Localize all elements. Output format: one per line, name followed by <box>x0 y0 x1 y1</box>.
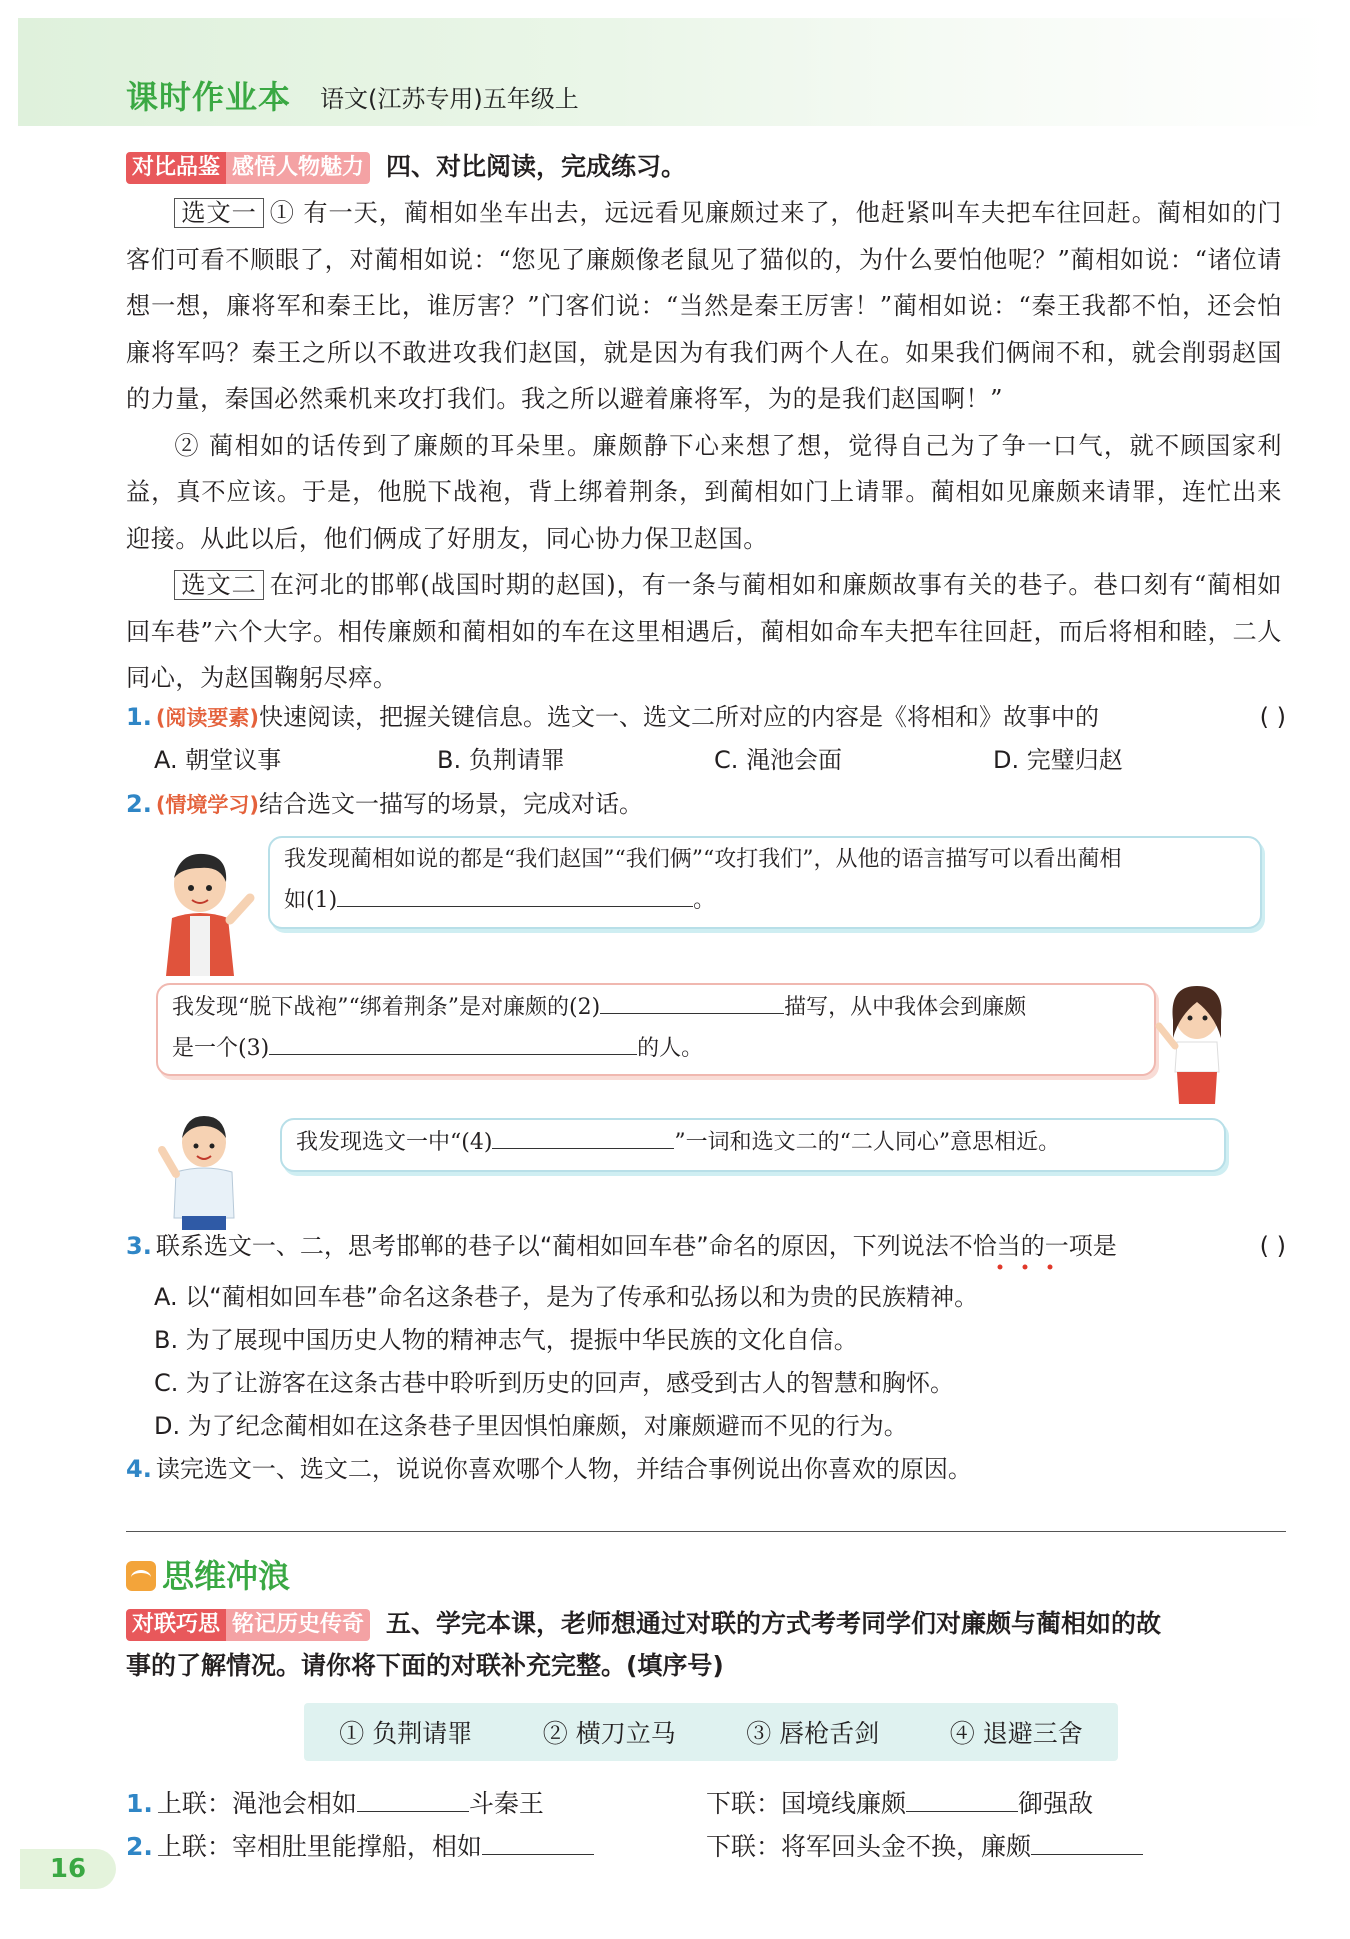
bubble1-prefix: 如(1) <box>284 888 338 913</box>
section5-tag <box>126 1609 370 1641</box>
q3-option-d[interactable]: D. 为了纪念蔺相如在这条巷子里因惧怕廉颇，对廉颇避而不见的行为。 <box>154 1412 908 1440</box>
q2-number: 2. <box>126 790 152 818</box>
q1-text: 快速阅读，把握关键信息。选文一、选文二所对应的内容是《将相和》故事中的 <box>259 703 1100 731</box>
passage2-paragraph <box>126 562 1282 702</box>
q1-tag: (阅读要素) <box>155 706 260 730</box>
q3-option-b[interactable]: B. 为了展现中国历史人物的精神志气，提振中华民族的文化自信。 <box>154 1326 858 1354</box>
bubble2-line2 <box>172 1028 1140 1069</box>
passage1-paragraph2: ② 蔺相如的话传到了廉颇的耳朵里。廉颇静下心来想了想，觉得自己为了争一口气，就不顾国家利益，真不应该。于是，他脱下战袍，背上绑着荆条，到蔺相如门上请罪。蔺相如见廉颇来请罪，连忙出来迎接。从此以后，他们俩成了好朋友，同心协力保卫赵国。 <box>126 431 1282 553</box>
thinking-wave-label: 思维冲浪 <box>162 1557 291 1595</box>
bubble2-suffix: 描写，从中我体会到廉颇 <box>784 995 1027 1020</box>
question-1 <box>126 699 1286 736</box>
q1-answer-paren[interactable]: ( ) <box>1259 703 1286 731</box>
tag-left: 对联巧思 <box>126 1609 226 1641</box>
couplet-1-upper-a: 上联：渑池会相如 <box>156 1789 357 1818</box>
q1-option-c[interactable]: C. 渑池会面 <box>714 746 843 774</box>
boy-shirt-figure <box>156 1110 252 1230</box>
couplet-option-1: ① 负荆请罪 <box>339 1719 473 1748</box>
couplet-2-upper-blank[interactable] <box>482 1828 594 1855</box>
passage1-text: ① 有一天，蔺相如坐车出去，远远看见廉颇过来了，他赶紧叫车夫把车往回赶。蔺相如的门客们可看不顺眼了，对蔺相如说：“您见了廉颇像老鼠见了猫似的，为什么要怕他呢？”蔺相如说：“诸位请想一想，廉将军和秦王比，谁厉害？”门客们说：“当然是秦王厉害！”蔺相如说：“秦王我都不怕，还会怕廉将军吗？秦王之所以不敢进攻我们赵国，就是因为有我们两个人在。如果我们俩闹不和，就会削弱赵国的力量，秦国必然乘机来攻打我们。我之所以避着廉将军，为的是我们赵国啊！” <box>126 199 1282 413</box>
couplet-2-upper <box>126 1828 594 1865</box>
q3-option-a[interactable]: A. 以“蔺相如回车巷”命名这条巷子，是为了传承和弘扬以和为贵的民族精神。 <box>154 1283 979 1311</box>
passage2-text: 在河北的邯郸(战国时期的赵国)，有一条与蔺相如和廉颇故事有关的巷子。巷口刻有“蔺相如回车巷”六个大字。相传廉颇和蔺相如的车在这里相遇后，蔺相如命车夫把车往回赶，而后将相和睦，二人同心，为赵国鞠躬尽瘁。 <box>126 571 1282 692</box>
bubble2-line1 <box>172 987 1140 1028</box>
boy-waving-figure <box>150 848 260 976</box>
q1-option-d[interactable]: D. 完璧归赵 <box>993 746 1123 774</box>
section5-heading-row <box>126 1602 1281 1646</box>
couplet-2-lower-blank[interactable] <box>1031 1828 1143 1855</box>
bubble3-prefix: 我发现选文一中“(4) <box>296 1130 493 1155</box>
bubble2-prefix: 我发现“脱下战袍”“绑着荆条”是对廉颇的(2) <box>172 995 601 1020</box>
dialogue-bubble-3 <box>280 1118 1226 1172</box>
couplet-option-2: ② 横刀立马 <box>542 1719 676 1748</box>
passage1-paragraph1 <box>126 190 1282 423</box>
bubble2-line2-prefix: 是一个(3) <box>172 1036 270 1061</box>
tag-right: 铭记历史传奇 <box>226 1609 370 1641</box>
wave-icon <box>126 1561 156 1591</box>
couplet-1-number: 1. <box>126 1789 153 1818</box>
couplet-2-lower <box>706 1828 1143 1865</box>
bubble1-suffix: 。 <box>693 888 716 913</box>
page-number: 16 <box>20 1849 116 1889</box>
q3-option-c[interactable]: C. 为了让游客在这条古巷中聆听到历史的回声，感受到古人的智慧和胸怀。 <box>154 1369 955 1397</box>
emphasis-dots <box>990 1262 1060 1272</box>
couplet-2-lower-text: 下联：将军回头金不换，廉颇 <box>706 1832 1032 1861</box>
section4-heading: 四、对比阅读，完成练习。 <box>386 152 687 181</box>
passage2-label: 选文二 <box>174 570 263 600</box>
dialogue-bubble-2 <box>156 983 1156 1076</box>
couplet-1-upper-blank[interactable] <box>357 1785 469 1812</box>
couplet-1-lower-blank[interactable] <box>906 1785 1018 1812</box>
bubble1-line1: 我发现蔺相如说的都是“我们赵国”“我们俩”“攻打我们”，从他的语言描写可以看出蔺相 <box>284 847 1122 872</box>
section5-heading-line2: 事的了解情况。请你将下面的对联补充完整。(填序号) <box>126 1651 724 1680</box>
q1-option-b[interactable]: B. 负荆请罪 <box>437 746 565 774</box>
q3-text: 联系选文一、二，思考邯郸的巷子以“蔺相如回车巷”命名的原因，下列说法不恰当的一项是 <box>155 1232 1117 1260</box>
bubble3-suffix: ”一词和选文二的“二人同心”意思相近。 <box>674 1130 1061 1155</box>
bubble2-line2-suffix: 的人。 <box>637 1036 704 1061</box>
q1-number: 1. <box>126 703 152 731</box>
section4-heading-row <box>126 145 1281 189</box>
q4-text: 读完选文一、选文二，说说你喜欢哪个人物，并结合事例说出你喜欢的原因。 <box>155 1455 972 1483</box>
answer-line[interactable] <box>126 1531 1286 1532</box>
couplet-1-upper-b: 斗秦王 <box>468 1789 544 1818</box>
couplet-2-number: 2. <box>126 1832 153 1861</box>
section4-tag <box>126 152 370 184</box>
couplet-1-lower-b: 御强敌 <box>1018 1789 1094 1818</box>
q4-number: 4. <box>126 1455 152 1483</box>
question-3 <box>126 1228 1286 1264</box>
book-title: 课时作业本 <box>126 78 292 116</box>
q1-option-a[interactable]: A. 朝堂议事 <box>154 746 282 774</box>
q3-answer-paren[interactable]: ( ) <box>1259 1232 1286 1260</box>
q2-text: 结合选文一描写的场景，完成对话。 <box>259 790 644 818</box>
blank-2[interactable] <box>600 987 784 1014</box>
section5-heading-line1: 五、学完本课，老师想通过对联的方式考考同学们对廉颇与蔺相如的故 <box>386 1609 1162 1638</box>
couplet-1-upper <box>126 1785 544 1822</box>
couplet-option-3: ③ 唇枪舌剑 <box>746 1719 880 1748</box>
blank-3[interactable] <box>269 1028 637 1055</box>
book-subtitle: 语文(江苏专用)五年级上 <box>320 85 579 113</box>
passage1-label: 选文一 <box>174 198 263 228</box>
couplet-option-4: ④ 退避三舍 <box>949 1719 1083 1748</box>
q2-tag: (情境学习) <box>155 793 260 817</box>
couplet-1-lower-a: 下联：国境线廉颇 <box>706 1789 907 1818</box>
girl-figure <box>1155 980 1235 1104</box>
couplet-2-upper-text: 上联：宰相肚里能撑船，相如 <box>156 1832 482 1861</box>
question-2 <box>126 786 1286 823</box>
couplet-options-box <box>304 1703 1118 1761</box>
question-4 <box>126 1451 1286 1487</box>
blank-1[interactable] <box>337 880 693 907</box>
thinking-wave-title <box>126 1551 290 1597</box>
dialogue-bubble-1 <box>268 836 1262 929</box>
tag-right: 感悟人物魅力 <box>226 152 370 184</box>
reading-passage <box>126 190 1282 702</box>
blank-4[interactable] <box>492 1122 674 1149</box>
tag-left: 对比品鉴 <box>126 152 226 184</box>
q3-number: 3. <box>126 1232 152 1260</box>
bubble1-line2 <box>284 880 1246 921</box>
couplet-1-lower <box>706 1785 1093 1822</box>
